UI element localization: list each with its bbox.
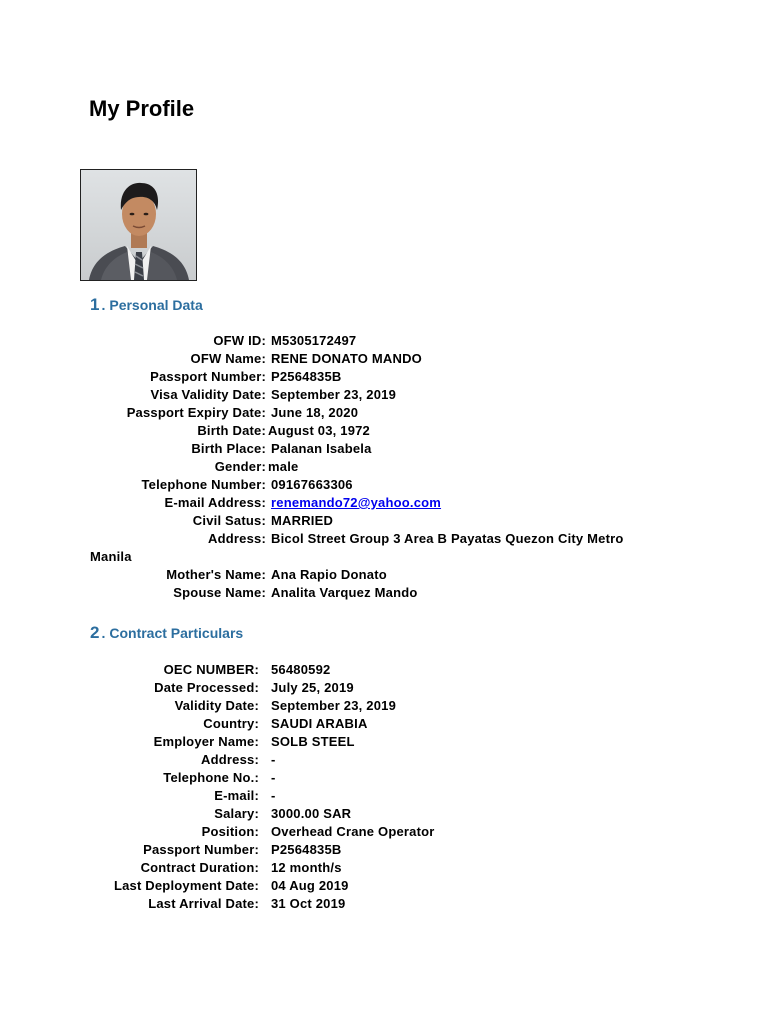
field-label: Passport Number: (150, 369, 266, 384)
field-label: Address: (208, 531, 266, 546)
field-value: 12 month/s (271, 860, 342, 875)
field-value: MARRIED (271, 513, 334, 528)
field-country (0, 715, 768, 733)
contract-particulars-fields (0, 661, 768, 913)
field-label: E-mail Address: (164, 495, 266, 510)
field-position (0, 823, 768, 841)
field-label: Position: (201, 824, 259, 839)
field-label: OEC NUMBER: (163, 662, 259, 677)
field-value: - (271, 770, 276, 785)
field-email-address (0, 494, 768, 512)
field-value: SAUDI ARABIA (271, 716, 368, 731)
field-label: Visa Validity Date: (150, 387, 266, 402)
page-title: My Profile (89, 96, 195, 121)
field-oec-number (0, 661, 768, 679)
field-date-processed (0, 679, 768, 697)
field-label: Civil Satus: (192, 513, 266, 528)
field-label: Birth Date: (197, 423, 266, 438)
field-value: Palanan Isabela (271, 441, 372, 456)
field-validity-date (0, 697, 768, 715)
field-salary (0, 805, 768, 823)
field-label: Address: (201, 752, 259, 767)
field-value: Bicol Street Group 3 Area B Payatas Quezon City Metro (271, 531, 624, 546)
field-birth-place (0, 440, 768, 458)
field-gender (0, 458, 768, 476)
field-label: Passport Expiry Date: (126, 405, 266, 420)
field-passport-expiry-date (0, 404, 768, 422)
field-ofw-name (0, 350, 768, 368)
field-email (0, 787, 768, 805)
field-value: 04 Aug 2019 (271, 878, 349, 893)
field-value: Analita Varquez Mando (271, 585, 418, 600)
field-value: 09167663306 (271, 477, 353, 492)
field-value: P2564835B (271, 369, 342, 384)
email-link[interactable]: renemando72@yahoo.com (271, 495, 442, 510)
field-label: OFW ID: (213, 333, 266, 348)
field-label: Validity Date: (174, 698, 259, 713)
field-value: 3000.00 SAR (271, 806, 352, 821)
field-address (0, 530, 768, 548)
field-spouse-name (0, 584, 768, 602)
field-label: Telephone Number: (141, 477, 266, 492)
field-employer-address (0, 751, 768, 769)
field-label: Passport Number: (143, 842, 259, 857)
field-label: Mother's Name: (166, 567, 266, 582)
field-value: July 25, 2019 (271, 680, 354, 695)
field-contract-duration (0, 859, 768, 877)
field-label: Telephone No.: (163, 770, 259, 785)
field-value: June 18, 2020 (271, 405, 359, 420)
field-label: Birth Place: (191, 441, 266, 456)
field-label: Country: (203, 716, 259, 731)
profile-photo-image (81, 170, 196, 280)
field-label: Last Deployment Date: (113, 878, 259, 893)
field-telephone-number (0, 476, 768, 494)
section-number: 1 (90, 295, 100, 314)
field-value: Ana Rapio Donato (271, 567, 387, 582)
section-dot: . (101, 625, 106, 641)
field-telephone-no (0, 769, 768, 787)
field-value: RENE DONATO MANDO (271, 351, 422, 366)
field-label: Last Arrival Date: (148, 896, 259, 911)
personal-data-fields (0, 332, 768, 602)
field-ofw-id (0, 332, 768, 350)
field-value: September 23, 2019 (271, 698, 397, 713)
field-employer-name (0, 733, 768, 751)
section-title: Contract Particulars (109, 625, 244, 641)
field-label: Date Processed: (154, 680, 259, 695)
field-address-continuation: Manila (90, 549, 132, 564)
field-value: male (268, 459, 299, 474)
field-label: Gender: (214, 459, 266, 474)
field-label: Contract Duration: (140, 860, 259, 875)
field-last-deployment-date (0, 877, 768, 895)
field-value: September 23, 2019 (271, 387, 397, 402)
field-value: - (271, 752, 276, 767)
field-birth-date (0, 422, 768, 440)
section-title: Personal Data (109, 297, 203, 313)
field-civil-status (0, 512, 768, 530)
field-passport-number (0, 368, 768, 386)
field-value: Overhead Crane Operator (271, 824, 435, 839)
section-dot: . (101, 297, 106, 313)
profile-photo (80, 169, 197, 281)
field-label: Spouse Name: (173, 585, 266, 600)
section-heading-personal-data (90, 295, 203, 315)
field-value: - (271, 788, 276, 803)
field-label: Salary: (214, 806, 259, 821)
field-value: P2564835B (271, 842, 342, 857)
field-label: E-mail: (214, 788, 259, 803)
section-number: 2 (90, 623, 100, 642)
field-value: M5305172497 (271, 333, 357, 348)
field-value: August 03, 1972 (268, 423, 370, 438)
field-value: SOLB STEEL (271, 734, 355, 749)
field-value: 31 Oct 2019 (271, 896, 346, 911)
field-mothers-name (0, 566, 768, 584)
field-value: 56480592 (271, 662, 331, 677)
field-label: OFW Name: (190, 351, 266, 366)
field-label: Employer Name: (153, 734, 259, 749)
field-visa-validity-date (0, 386, 768, 404)
field-last-arrival-date (0, 895, 768, 913)
section-heading-contract-particulars (90, 623, 243, 643)
field-contract-passport-number (0, 841, 768, 859)
